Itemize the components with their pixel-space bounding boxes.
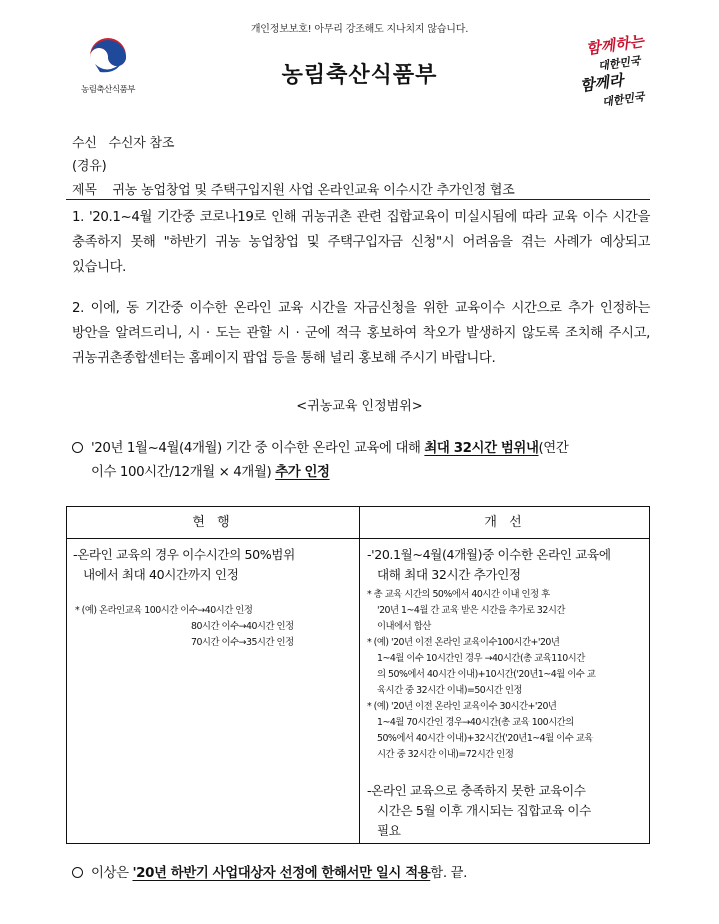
recipient-line — [72, 132, 174, 151]
improved-note-4: * (예) '20년 이전 온라인 교육이수100시간+'20년 — [367, 637, 560, 648]
subject-value: 귀농 농업창업 및 주택구입지원 사업 온라인교육 이수시간 추가인정 협조 — [112, 183, 515, 198]
improved-note-5: 1~4월 이수 10시간인 경우 →40시간(총 교육110시간 — [377, 653, 585, 664]
improved-note-1: * 총 교육 시간의 50%에서 40시간 이내 인정 후 — [367, 589, 550, 600]
current-example-1: * (예) 온라인교육 100시간 이수→40시간 인정 — [75, 605, 253, 616]
max-hours-highlight: 최대 32시간 범위내 — [424, 441, 539, 456]
logo-text: 농림축산식품부 — [81, 85, 135, 95]
ministry-title: 농림축산식품부 — [281, 63, 438, 88]
header-improved: 개 선 — [484, 515, 526, 530]
slogan-calligraphy — [572, 34, 652, 114]
closing-line: 이상은 '20년 하반기 사업대상자 선정에 한해서만 일시 적용함. 끝. — [72, 862, 467, 881]
slogan-line-2: 대한민국 — [597, 54, 642, 73]
current-main-2: 내에서 최대 40시간까지 인정 — [83, 567, 239, 582]
subject-label: 제목 — [72, 183, 97, 198]
current-main-1: -온라인 교육의 경우 이수시간의 50%범위 — [73, 547, 295, 562]
paragraph-1: 1. '20.1~4월 기간중 코로나19로 인해 귀농귀촌 관련 집합교육이 미실시됨에 따라 교육 이수 시간을 충족하지 못해 "하반기 귀농 농업창업 및 주택구입자금 신청"시 어려움을 겪는 사례가 예상되고 있습니다. — [72, 210, 650, 275]
privacy-notice: 개인정보보호! 아무리 강조해도 지나치지 않습니다. — [250, 24, 469, 35]
closing-highlight: '20년 하반기 사업대상자 선정에 한해서만 일시 적용 — [132, 866, 431, 881]
improved-main-1: -'20.1월~4월(4개월)중 이수한 온라인 교육에 — [367, 547, 611, 562]
subject-line — [72, 179, 515, 198]
improved-note-8: * (예) '20년 이전 온라인 교육이수 30시간+'20년 — [367, 701, 557, 712]
recipient-value: 수신자 참조 — [108, 136, 175, 151]
improved-note-2: '20년 1~4월 간 교육 받은 시간을 추가로 32시간 — [377, 605, 565, 616]
improved-bottom-1: -온라인 교육으로 충족하지 못한 교육이수 — [367, 783, 586, 798]
slogan-line-3: 함께라 — [578, 71, 625, 95]
current-example-2: 80시간 이수→40시간 인정 — [191, 621, 294, 632]
improved-note-3: 이내에서 합산 — [377, 621, 431, 632]
additional-recognition-highlight: 추가 인정 — [275, 465, 330, 480]
improved-note-10: 50%에서 40시간 이내)+32시간('20년1~4월 이수 교육 — [377, 733, 593, 744]
range-title: <귀농교육 인정범위> — [296, 399, 423, 414]
subject-divider — [66, 199, 650, 200]
paragraph-2: 2. 이에, 동 기간중 이수한 온라인 교육 시간을 자금신청을 위한 교육이수 시간으로 추가 인정하는 방안을 알려드리니, 시 · 도는 관할 시 · 군에 적극 홍보하여 착오가 발생하지 않도록 조치해 주시고, 귀농귀촌종합센터는 홈페이지 팝업 등을 통해 널리 홍보해 주시기 바랍니다. — [72, 301, 650, 366]
improved-bottom-2: 시간은 5월 이후 개시되는 집합교육 이수 — [377, 803, 591, 818]
range-bullet-line-1: '20년 1월~4월(4개월) 기간 중 이수한 온라인 교육에 대해 최대 32시간 범위내(연간 — [72, 436, 652, 461]
table-column-divider — [359, 507, 360, 843]
table-header-row — [67, 507, 649, 539]
via-line: (경유) — [72, 159, 107, 174]
circle-bullet-icon — [72, 867, 83, 878]
improved-note-6: 의 50%에서 40시간 이내)+10시간('20년1~4월 이수 교 — [377, 669, 596, 680]
improved-note-9: 1~4월 70시간인 경우→40시간(총 교육 100시간의 — [377, 717, 574, 728]
comparison-table — [66, 506, 650, 844]
range-bullet-line-2: 이수 100시간/12개월 × 4개월) 추가 인정 — [91, 465, 330, 480]
header-current: 현 행 — [192, 515, 234, 530]
slogan-line-1: 함께하는 — [584, 32, 645, 58]
circle-bullet-icon — [72, 442, 83, 453]
improved-bottom-3: 필요 — [377, 823, 401, 838]
slogan-line-4: 대한민국 — [601, 90, 646, 109]
improved-note-7: 육시간 중 32시간 이내)=50시간 인정 — [377, 685, 522, 696]
recipient-label: 수신 — [72, 136, 97, 151]
improved-note-11: 시간 중 32시간 이내)=72시간 인정 — [377, 749, 514, 760]
improved-main-2: 대해 최대 32시간 추가인정 — [377, 567, 521, 582]
current-example-3: 70시간 이수→35시간 인정 — [191, 637, 294, 648]
